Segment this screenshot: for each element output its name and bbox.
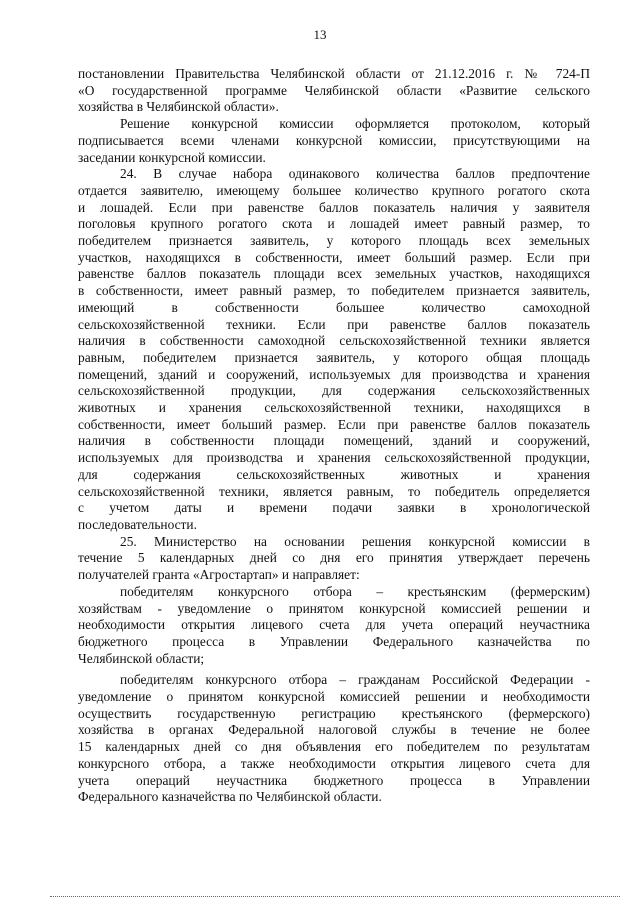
paragraph: [78, 116, 590, 166]
text-line: постановлении Правительства Челябинской области от 21.12.2016 г. № 724-П: [78, 66, 590, 81]
text-line: 25. Министерство на основании решения конкурсной комиссии в: [120, 533, 590, 549]
text-line: «О государственной программе Челябинской области «Развитие сельского: [78, 82, 590, 98]
text-line: Федерального казначейства по Челябинской области.: [78, 789, 382, 805]
text-line: с учетом даты и времени подачи заявки в хронологической: [78, 500, 590, 516]
text-line: наличия в собственности площади помещений, зданий и сооружений,: [78, 433, 590, 449]
text-line: сельскохозяйственной техники, является равным, то победитель определяется: [78, 483, 590, 499]
text-line: хозяйства в Челябинской области».: [78, 99, 279, 115]
text-line: хозяйства в органах Федеральной налоговой службы в течение не более: [78, 722, 590, 738]
text-line: 24. В случае набора одинакового количества баллов предпочтение: [120, 166, 590, 182]
text-line: поголовья крупного рогатого скота и лошадей имеет равный размер, то: [78, 216, 590, 232]
text-line: Челябинской области;: [78, 650, 205, 666]
text-line: течение 5 календарных дней со дня его принятия утверждает перечень: [78, 550, 590, 566]
text-line: конкурсного отбора, а также необходимости открытия лицевого счета для: [78, 755, 590, 771]
document-body: [78, 66, 590, 806]
text-line: хозяйствам - уведомление о принятом конкурсной комиссией решении и: [78, 600, 590, 616]
paragraph: [78, 66, 590, 116]
text-line: используемых для производства и хранения сельскохозяйственной продукции,: [78, 450, 590, 466]
text-line: бюджетного процесса в Управлении Федерального казначейства по: [78, 633, 590, 649]
text-line: уведомление о принятом конкурсной комиссией решении и необходимости: [78, 689, 590, 705]
text-line: необходимости открытия лицевого счета для учета операций неучастника: [78, 617, 590, 633]
text-line: получателей гранта «Агростартап» и направляет:: [78, 567, 360, 583]
text-line: и лошадей. Если при равенстве баллов показатель наличия у заявителя: [78, 199, 590, 215]
text-line: равенстве баллов показатель площади всех земельных участков, находящихся: [78, 266, 590, 282]
bottom-divider: [50, 896, 620, 897]
paragraph-item-24: [78, 166, 590, 533]
text-line: собственности, имеет больший размер. Если при равенстве баллов показатель: [78, 416, 590, 432]
text-line: последовательности.: [78, 516, 197, 532]
text-line: в собственности, имеет равный размер, то победителем признается заявитель,: [78, 283, 590, 299]
text-line: подписывается всеми членами конкурсной комиссии, присутствующими на: [78, 132, 590, 148]
text-line: равным, победителем признается заявитель, у которого общая площадь: [78, 349, 590, 365]
paragraph-item-25: [78, 534, 590, 584]
text-line: помещений, зданий и сооружений, используемых для производства и хранения: [78, 366, 590, 382]
paragraph: [78, 672, 590, 806]
text-line: победителем признается заявитель, у которого площадь всех земельных: [78, 233, 590, 249]
text-line: животных и хранения сельскохозяйственной техники, находящихся в: [78, 400, 590, 416]
paragraph: [78, 584, 590, 668]
text-line: участков, находящихся в собственности, имеет больший размер. Если при: [78, 249, 590, 265]
text-line: наличия в собственности самоходной сельскохозяйственной техники является: [78, 333, 590, 349]
text-line: учета операций неучастника бюджетного процесса в Управлении: [78, 772, 590, 788]
text-line: победителям конкурсного отбора – гражданам Российской Федерации -: [120, 672, 590, 688]
text-line: сельскохозяйственной продукции, для содержания сельскохозяйственных: [78, 383, 590, 399]
text-line: 15 календарных дней со дня объявления его победителем по результатам: [78, 739, 590, 755]
text-line: победителям конкурсного отбора – крестьянским (фермерским): [120, 583, 590, 599]
text-line: Решение конкурсной комиссии оформляется протоколом, который: [120, 116, 590, 132]
text-line: осуществить государственную регистрацию крестьянского (фермерского): [78, 705, 590, 721]
text-line: для содержания сельскохозяйственных животных и хранения: [78, 466, 590, 482]
text-line: отдается заявителю, имеющему большее количество крупного рогатого скота: [78, 182, 590, 198]
text-line: заседании конкурсной комиссии.: [78, 149, 266, 165]
text-line: имеющий в собственности большее количество самоходной: [78, 299, 590, 315]
text-line: сельскохозяйственной техники. Если при равенстве баллов показатель: [78, 316, 590, 332]
page-number: 13: [313, 27, 327, 42]
